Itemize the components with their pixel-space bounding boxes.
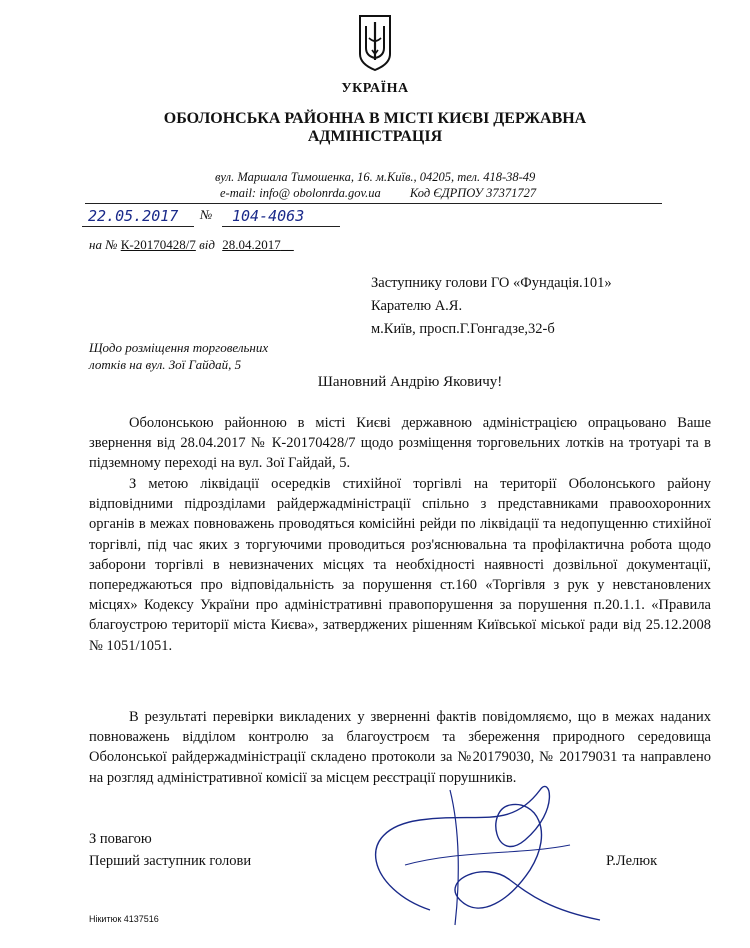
- addressee-line2: Карателю А.Я.: [371, 298, 463, 314]
- addressee-line1: Заступнику голови ГО «Фундація.101»: [371, 275, 612, 291]
- salutation: Шановний Андрію Яковичу!: [317, 374, 503, 390]
- reference-number: К-20170428/7: [120, 237, 196, 252]
- performer-info: Нікитюк 4137516: [89, 914, 159, 924]
- organization-contacts: [220, 186, 536, 201]
- organization-edrpou-code: Код ЄДРПОУ 37371727: [409, 186, 537, 200]
- closing-regards: З повагою: [89, 831, 152, 847]
- organization-name-line2: АДМІНІСТРАЦІЯ: [307, 128, 443, 145]
- header-divider: [85, 203, 662, 204]
- organization-email: e-mail: info@ obolonrda.gov.ua: [220, 186, 381, 200]
- reference-line: на № К-20170428/7 від 28.04.2017__: [89, 237, 294, 252]
- subject-line2: лотків на вул. Зої Гайдай, 5: [89, 357, 242, 372]
- outgoing-number: 104-4063: [232, 207, 305, 225]
- body-paragraph-2: З метою ліквідації осередків стихійної торгівлі на території Оболонського району відповідними підрозділами райдержадміністрації спільно з представниками правоохоронних органів в межах повноважень проводяться комісійні рейди по ліквідації та недопущенню стихійної торгівлі, під час яких з торгуючими проводиться роз'яснювальна та профілактична робота щодо заборони торгівлі в невизначених місцях та необхідності наявності дозвільної документації, попереджаються про відповідальність за порушення ст.160 «Торгівля з рук у невстановлених місцях» Кодексу України про адміністративні правопорушення за порушення п.20.1.1. «Правила благоустрою території міста Києва», затверджених рішенням Київської міської ради від 25.12.2008 № 1051/1051.: [89, 476, 711, 654]
- subject-line1: Щодо розміщення торговельних: [89, 340, 269, 355]
- country-heading: УКРАЇНА: [341, 81, 409, 96]
- reference-from-label: від: [199, 237, 215, 252]
- trident-coat-of-arms-icon: [358, 14, 392, 72]
- date-underline: [82, 226, 194, 227]
- body-paragraph-3: В результаті перевірки викладених у зверненні фактів повідомляємо, що в межах наданих повноважень відділом контролю за благоустроєм та збереження природного середовища Оболонської райдержадміністрації складено протоколи за №20179030, № 20179031 та направлено на розгляд адміністративної комісії за місцем реєстрації порушників.: [89, 709, 711, 786]
- handwritten-signature-icon: [310, 770, 610, 930]
- number-underline: [222, 226, 340, 227]
- registration-stamp: [82, 207, 382, 229]
- signer-position: Перший заступник голови: [89, 853, 252, 869]
- organization-address: вул. Маршала Тимошенка, 16. м.Київ., 04205, тел. 418-38-49: [215, 170, 536, 184]
- addressee-line3: м.Київ, просп.Г.Гонгадзе,32-б: [371, 321, 555, 337]
- outgoing-number-label: №: [200, 207, 213, 222]
- reference-prefix: на №: [89, 237, 118, 252]
- outgoing-date: 22.05.2017: [88, 207, 179, 225]
- reference-date: 28.04.2017: [222, 237, 281, 252]
- signer-name: Р.Лелюк: [606, 853, 658, 869]
- body-paragraph-1: Оболонською районною в місті Києві державною адміністрацією опрацьовано Ваше звернення від 28.04.2017 № К-20170428/7 щодо розміщення торговельних лотків на тротуарі та в підземному переході на вул. Зої Гайдай, 5.: [89, 415, 711, 472]
- organization-name-line1: ОБОЛОНСЬКА РАЙОННА В МІСТІ КИЄВІ ДЕРЖАВНА: [163, 110, 587, 127]
